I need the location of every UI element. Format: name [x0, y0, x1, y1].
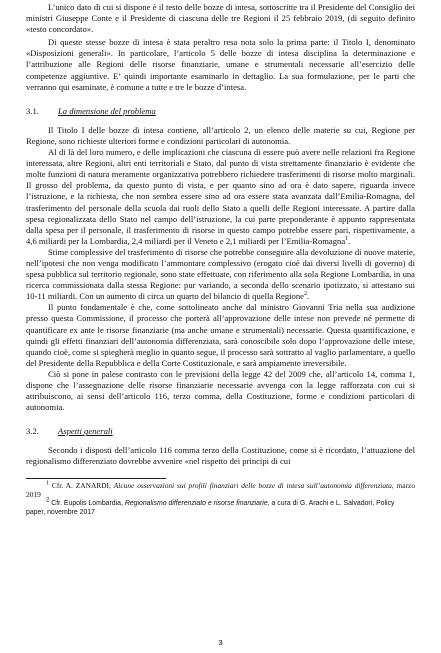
footnote-2 — [26, 499, 415, 517]
footnote-title: Regionalismo differenziato e risorse finanziarie, — [124, 500, 270, 508]
section-title: La dimensione del problema — [58, 105, 156, 116]
paragraph-text: Al di là del loro numero, e delle implicazioni che ciascuna di essere può avere nelle relazioni fra Regione interessata, altre Regioni, altri enti territoriali e Stato, dal punto di vista strettamente finanziario è evidente che molte funzioni di natura meramente organizzativa potrebbero richiedere trasferimenti di risorse molto marginali. Il grosso del problema, da questo punto di vista, e per quanto sino ad ora è dato sapere, riguarda invece l’istruzione, e la richiesta, che non sembra essere sino ad ora essere stata avanzata dall’Emilia-Romagna, del trasferimento del personale della scuola dai ruoli dello Stato a quelli delle Regioni interessate. A partire dalla spesa regionalizzata dello Stato nel campo dell’istruzione, la cui parte preponderante è appunto rappresentata dalla spesa per il personale, il trasferimento di risorse in questo campo potrebbe essere pari, rispettivamente, a 4,6 miliardi per la Lombardia, 2,4 miliardi per il Veneto e 2,1 miliardi per l’Emilia-Romagna — [26, 147, 415, 246]
paragraph: Al di là del loro numero, e delle implicazioni che ciascuna di essere può avere nelle relazioni fra Regione interessata, altre Regioni, altri enti territoriali e Stato, dal punto di vista strettamente finanziario è evidente che molte funzioni di natura meramente organizzativa potrebbero richiedere trasferimenti di risorse molto marginali. Il grosso del problema, da questo punto di vista, e per quanto sino ad ora è dato sapere, riguarda invece l’istruzione, e la richiesta, che non sembra essere sino ad ora essere stata avanzata dall’Emilia-Romagna, del trasferimento del personale della scuola dai ruoli dello Stato a quelli delle Regioni interessate. A partire dalla spesa regionalizzata dello Stato nel campo dell’istruzione, la cui parte preponderante è appunto rappresentata dalla spesa per il personale, il trasferimento di risorse in questo campo potrebbe essere pari, rispettivamente, a 4,6 miliardi per la Lombardia, 2,4 miliardi per il Veneto e 2,1 miliardi per l’Emilia-Romagna$^1$. — [26, 147, 415, 246]
footnote-author: Cfr. A. ZANARDI, — [51, 480, 111, 490]
footnote-1 — [26, 481, 415, 500]
section-heading — [26, 426, 415, 437]
footnote-details: a cura di G. Arachi e L. Salvadori, Policy paper, novembre 2017 — [26, 500, 395, 517]
paragraph: L’unico dato di cui si dispone è il testo delle bozze di intesa, sottoscritte tra il Presidente del Consiglio dei ministri Giuseppe Conte e il Presidente di ciascuna delle tre Regioni il 25 febbraio 2019, (di seguito definito «testo concordato». — [26, 2, 415, 35]
footnotes — [26, 478, 415, 518]
footnote-divider — [26, 478, 166, 479]
footnote-ref: 1 — [345, 235, 349, 242]
paragraph: Il punto fondamentale è che, come sottolineato anche dal ministro Giovanni Tria nella sua audizione presso questa Commissione, il processo che porterà all’approvazione delle intese non prevede né permette di quantificare ex ante le risorse finanziarie (ma anche umane e strumentali) necessarie. Questa quantificazione, e quindi gli effetti finanziari dell’autonomia differenziata, sarà conoscibile solo dopo l’approvazione delle intese, quando cioè, come si spiegherà meglio in quanto segue, il processo sarà sottratto al vaglio parlamentare, a quello del Presidente della Repubblica e della Corte Costituzionale, e sarà ampiamente irreversibile. — [26, 302, 415, 368]
page-number: 3 — [218, 638, 223, 647]
paragraph: Di queste stesse bozze di intesa è stata peraltro resa nota solo la prima parte: il Titolo I, denominato «Disposizioni generali». In particolare, l’articolo 5 delle bozze di intesa disciplina la determinazione e l’attribuzione alle Regioni delle risorse finanziarie, umane e strumentali necessarie all’esercizio delle competenze aggiuntive. E’ quindi importante esaminarlo in dettaglio. La sua formulazione, per le parti che verranno qui esaminate, è comune a tutte e tre le bozze d’intesa. — [26, 37, 415, 92]
footnote-date: marzo 2019 — [26, 480, 416, 499]
section-number: 3.1. — [26, 105, 39, 116]
paragraph: Stime complessive del trasferimento di risorse che potrebbe conseguire alla devoluzione di nuove materie, nell’ipotesi che non venga modificato l’ammontare complessivo (erogato cioè dai diversi livelli di governo) di spesa pubblica sul territorio regionale, sono state effettuate, con riferimento alla sola Regione Lombardia, in una ricerca commissionata dalla stessa Regione: pur variando, a seconda dello scenario ipotizzato, si attestano sui 10-11 miliardi. Con un aumento di circa un quarto del bilancio di quella Regione$^2$. — [26, 246, 415, 302]
paragraph-text: Stime complessive del trasferimento di risorse che potrebbe conseguire alla devoluzione di nuove materie, nell’ipotesi che non venga modificato l’ammontare complessivo (erogato cioè dai diversi livelli di governo) di spesa pubblica sul territorio regionale, sono state effettuate, con riferimento alla sola Regione Lombardia, in una ricerca commissionata dalla stessa Regione: pur variando, a seconda dello scenario ipotizzato, si attestano sui 10-11 miliardi. Con un aumento di circa un quarto del bilancio di quella Regione — [26, 246, 415, 302]
footnote-ref: 2 — [303, 291, 307, 298]
footnote-title: Alcune osservazioni sui profili finanziari delle bozze di intesa sull’autonomia differenziata, — [113, 480, 394, 490]
section-number: 3.2. — [26, 426, 39, 437]
section-title: Aspetti generali — [58, 426, 113, 437]
footnote-source: Cfr. Eupolis Lombardia, — [51, 500, 123, 508]
footnote-mark: 2 — [46, 498, 50, 505]
section-heading — [26, 106, 415, 117]
paragraph: Ciò si pone in palese contrasto con le previsioni della legge 42 del 2009 che, all’articolo 14, comma 1, dispone che l’assegnazione delle risorse finanziarie necessarie avvenga con la legge rafforzata con cui si attribuiscono, ai sensi dell’articolo 116, terzo comma, della Costituzione, forme e condizioni particolari di autonomia. — [26, 368, 415, 413]
paragraph: Secondo i disposti dell’articolo 116 comma terzo della Costituzione, come si è ricordato, l’attuazione del regionalismo differenziato dovrebbe avvenire «nel rispetto dei principi di cui — [26, 445, 415, 467]
paragraph: Il Titolo I delle bozze di intesa contiene, all’articolo 2, un elenco delle materie su cui, Regione per Regione, sono richieste ulteriori forme e condizioni particolari di autonomia. — [26, 124, 415, 146]
footnote-mark: 1 — [46, 480, 49, 487]
